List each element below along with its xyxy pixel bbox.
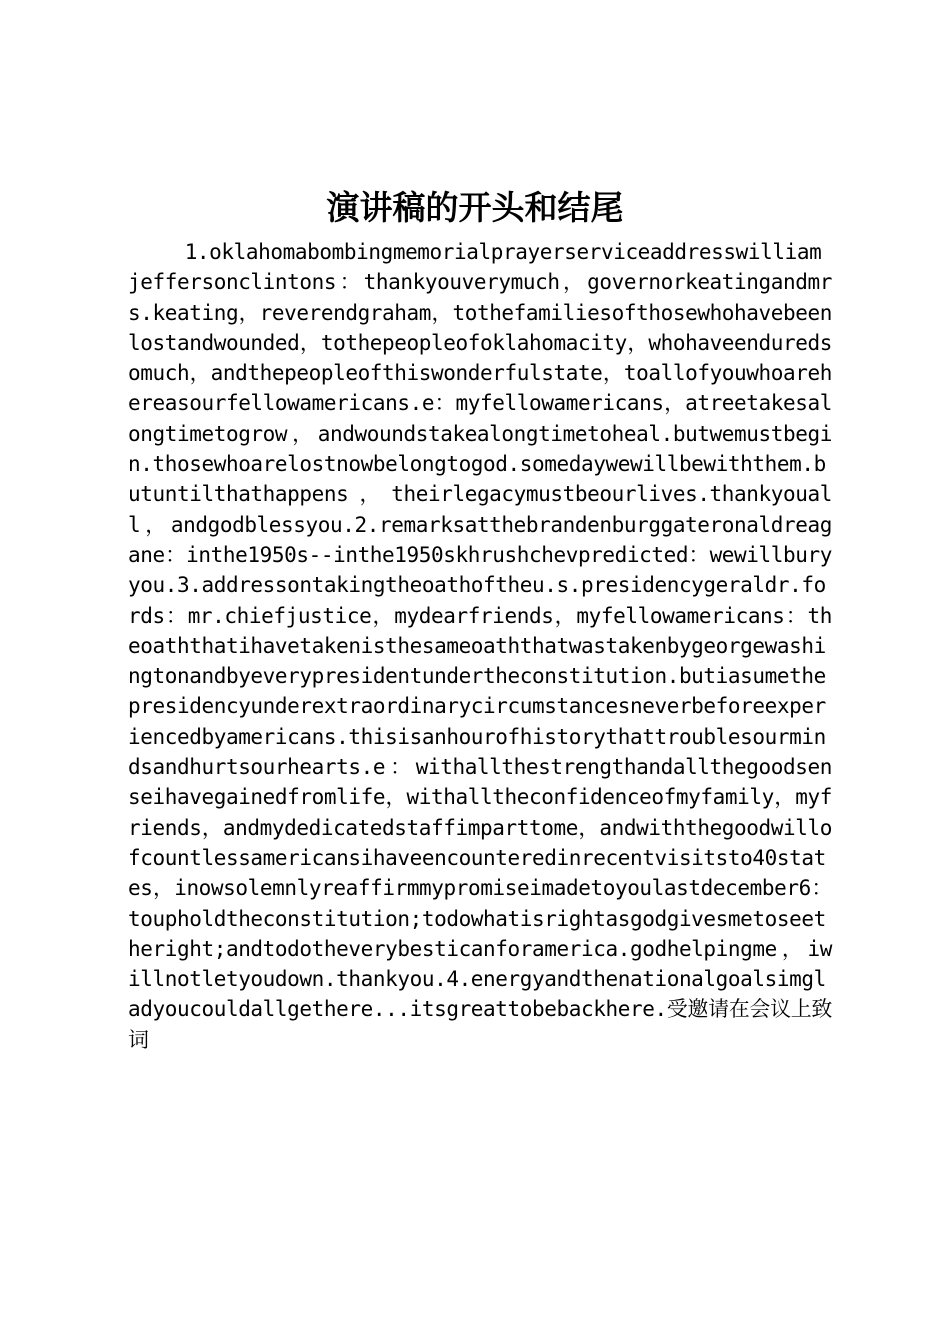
document-body: 1.oklahomabombingmemorialprayerserviceaddresswilliamjeffersonclintons：thankyouverymuch，governorkeatingandmrs.keating，reverendgraham，tothefamiliesofthosewhohavebeenlostandwounded，tothepeopleofoklahomacity，whohaveenduredsomuch，andthepeopleofthiswonderfulstate，toallofyouwhoarehereasourfellowamericans.e：myfellowamericans，atreetakesalongtimetogrow，andwoundstakealongtimetoheal.butwemustbegin.thosewhoarelostnowbelongtogod.somedaywewillbewiththem.butuntilthathappens，theirlegacymustbeourlives.thankyouall，andgodblessyou.2.remarksatthebrandenburggateronaldreagane：inthe1950s--inthe1950skhrushchevpredicted：wewillburyyou.3.addressontakingtheoathoftheu.s.presidencygeraldr.fords：mr.chiefjustice，mydearfriends，myfellowamericans：theoaththatihavetakenisthesameoaththatwastakenbygeorgewashingtonandbyeverypresidentundertheconstitution.butiasumethepresidencyunderextraordinarycircumstancesneverbeforeexperiencedbyamericans.thisisanhourofhistorythattroublesourmindsandhurtsourhearts.e：withallthestrengthandallthegoodsenseihavegainedfromlife，withalltheconfidenceofmyfamily，myfriends，andmydedicatedstaffimparttome，andwiththegoodwillofcountlessamericansihaveencounteredinrecentvisitsto40states，inowsolemnlyreaffirmmypromiseimadetoyoulastdecember6：toupholdtheconstitution;todowhatisrightasgodgivesmetoseetheright;andtodotheverybesticanforamerica.godhelpingme，iwillnotletyoudown.thankyou.4.energyandthenationalgoalsimgladyoucouldallgethere...itsgreattobebackhere.受邀请在会议上致词: [128, 240, 832, 1052]
document-title: 演讲稿的开头和结尾: [326, 188, 624, 227]
